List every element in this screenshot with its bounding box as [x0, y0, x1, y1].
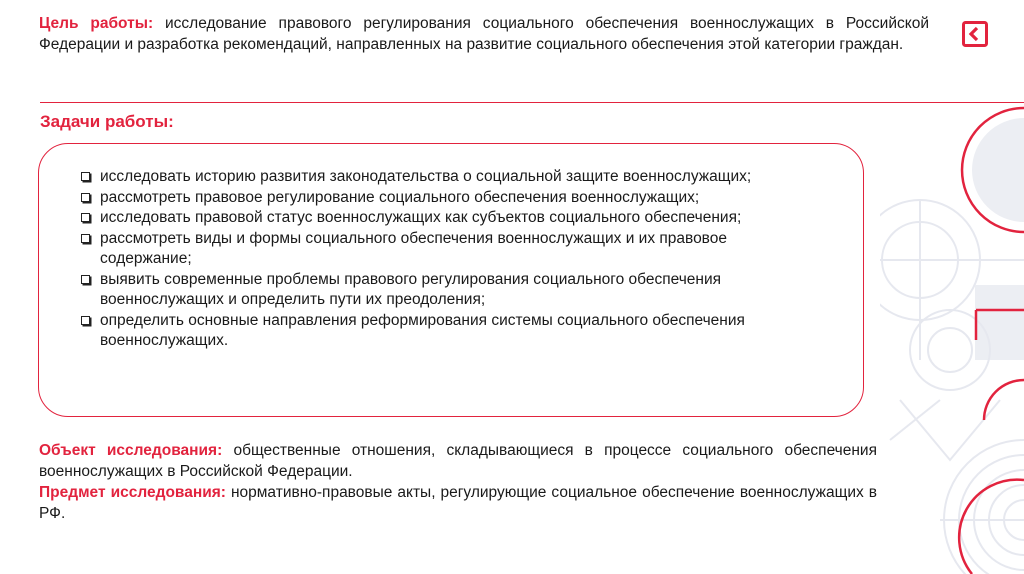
checkbox-bullet-icon: [81, 193, 90, 202]
object-paragraph: [39, 440, 877, 482]
list-item: [80, 270, 820, 311]
list-item: [80, 229, 820, 270]
object-text: общественные отношения, складывающиеся в процессе социального обеспечения военнослужащих в Российской Федерации.: [39, 442, 877, 480]
checkbox-bullet-icon: [81, 234, 90, 243]
tasks-list: [80, 167, 820, 352]
goal-label: Цель работы:: [39, 15, 154, 32]
subject-label: Предмет исследования:: [39, 484, 226, 501]
object-label: Объект исследования:: [39, 442, 223, 459]
back-arrow-icon: [962, 21, 988, 47]
subject-text: нормативно-правовые акты, регулирующие социальное обеспечение военнослужащих в РФ.: [39, 484, 877, 522]
goal-text: исследование правового регулирования социального обеспечения военнослужащих в Российской Федерации и разработка рекомендаций, направленных на развитие социального обеспечения этой категории граждан.: [39, 15, 929, 53]
object-subject-block: [39, 440, 877, 524]
task-text: рассмотреть виды и формы социального обеспечения военнослужащих и их правовое содержание;: [100, 229, 727, 267]
list-item: [80, 208, 820, 229]
list-item: [80, 188, 820, 209]
back-button[interactable]: [962, 21, 988, 47]
task-text: исследовать историю развития законодательства о социальной защите военнослужащих;: [100, 168, 752, 185]
list-item: [80, 311, 820, 352]
checkbox-bullet-icon: [81, 316, 90, 325]
task-text: выявить современные проблемы правового регулирования социального обеспечения военнослужащих и определить пути их преодоления;: [100, 270, 722, 308]
checkbox-bullet-icon: [81, 213, 90, 222]
decorative-geometric-pattern: [880, 100, 1024, 574]
checkbox-bullet-icon: [81, 172, 90, 181]
divider-line: [40, 102, 1024, 103]
task-text: определить основные направления реформирования системы социального обеспечения военнослужащих.: [100, 311, 745, 349]
list-item: [80, 167, 820, 188]
checkbox-bullet-icon: [81, 275, 90, 284]
goal-paragraph: [39, 13, 929, 55]
task-text: рассмотреть правовое регулирование социального обеспечения военнослужащих;: [100, 188, 700, 206]
tasks-title: Задачи работы:: [40, 112, 174, 131]
task-text: исследовать правовой статус военнослужащих как субъектов социального обеспечения;: [100, 209, 742, 226]
subject-paragraph: [39, 482, 877, 524]
